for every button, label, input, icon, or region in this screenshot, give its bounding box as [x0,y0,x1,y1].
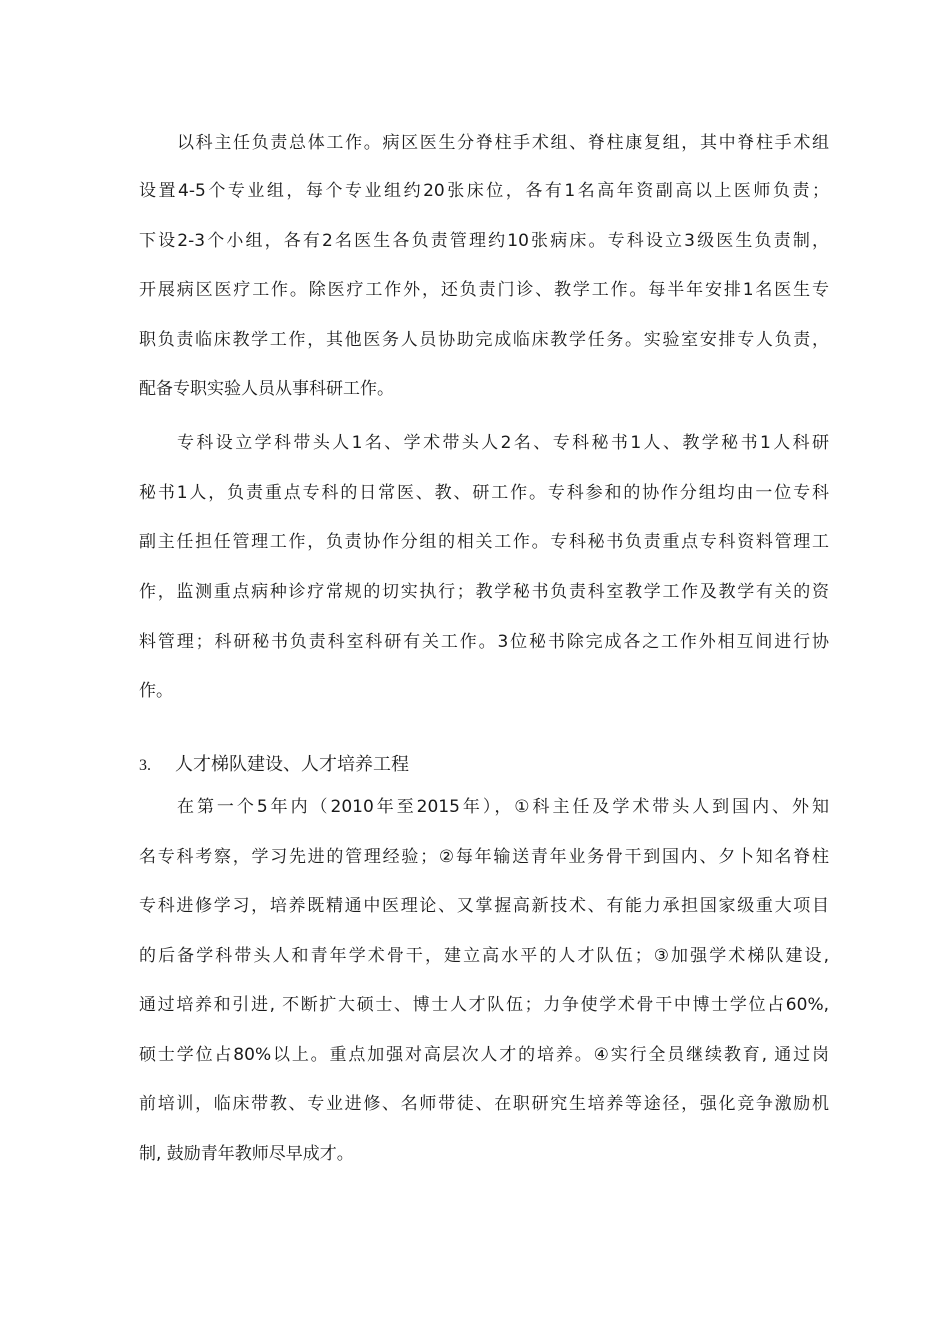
paragraph-line: 通过培养和引进, 不断扩大硕士、博士人才队伍；力争使学术骨干中博士学位占60%, [139,995,829,1015]
paragraph-line: 的后备学科带头人和青年学术骨干，建立高水平的人才队伍；③加强学术梯队建设, [139,946,829,966]
paragraph-line: 专科设立学科带头人1名、学术带头人2名、专科秘书1人、教学秘书1人科研 [177,433,829,453]
section-number: 3. [139,757,151,774]
section-title: 人才梯队建设、人才培养工程 [175,754,409,775]
paragraph-line: 前培训，临床带教、专业进修、名师带徒、在职研究生培养等途径，强化竞争激励机 [139,1094,829,1114]
paragraph-line: 秘书1人，负责重点专科的日常医、教、研工作。专科参和的协作分组均由一位专科 [139,483,829,503]
paragraph-line: 在第一个5年内（2010年至2015年），①科主任及学术带头人到国内、外知 [177,797,829,817]
paragraph-line: 名专科考察，学习先进的管理经验；②每年输送青年业务骨干到国内、夕卜知名脊柱 [139,847,829,867]
paragraph-line: 硕士学位占80%以上。重点加强对高层次人才的培养。④实行全员继续教育, 通过岗 [139,1045,829,1065]
section-heading [139,752,409,779]
paragraph-line: 作。 [139,681,173,701]
paragraph-line: 作，监测重点病种诊疗常规的切实执行；教学秘书负责科室教学工作及教学有关的资 [139,582,829,602]
paragraph-line: 职负责临床教学工作，其他医务人员协助完成临床教学任务。实验室安排专人负责， [139,330,829,350]
paragraph-line: 开展病区医疗工作。除医疗工作外，还负责门诊、教学工作。每半年安排1名医生专 [139,280,829,300]
paragraph-line: 设置4-5个专业组，每个专业组约20张床位，各有1名高年资副高以上医师负责； [139,181,829,201]
paragraph-line: 以科主任负责总体工作。病区医生分脊柱手术组、脊柱康复组，其中脊柱手术组 [177,133,829,153]
paragraph-line: 专科进修学习，培养既精通中医理论、又掌握高新技术、有能力承担国家级重大项目 [139,896,829,916]
paragraph-line: 副主任担任管理工作，负责协作分组的相关工作。专科秘书负责重点专科资料管理工 [139,532,829,552]
paragraph-line: 下设2-3个小组，各有2名医生各负责管理约10张病床。专科设立3级医生负责制， [139,231,829,251]
paragraph-line: 料管理；科研秘书负责科室科研有关工作。3位秘书除完成各之工作外相互间进行协 [139,632,829,652]
paragraph-line: 制, 鼓励青年教师尽早成才。 [139,1144,354,1164]
paragraph-line: 配备专职实验人员从事科研工作。 [139,379,394,399]
